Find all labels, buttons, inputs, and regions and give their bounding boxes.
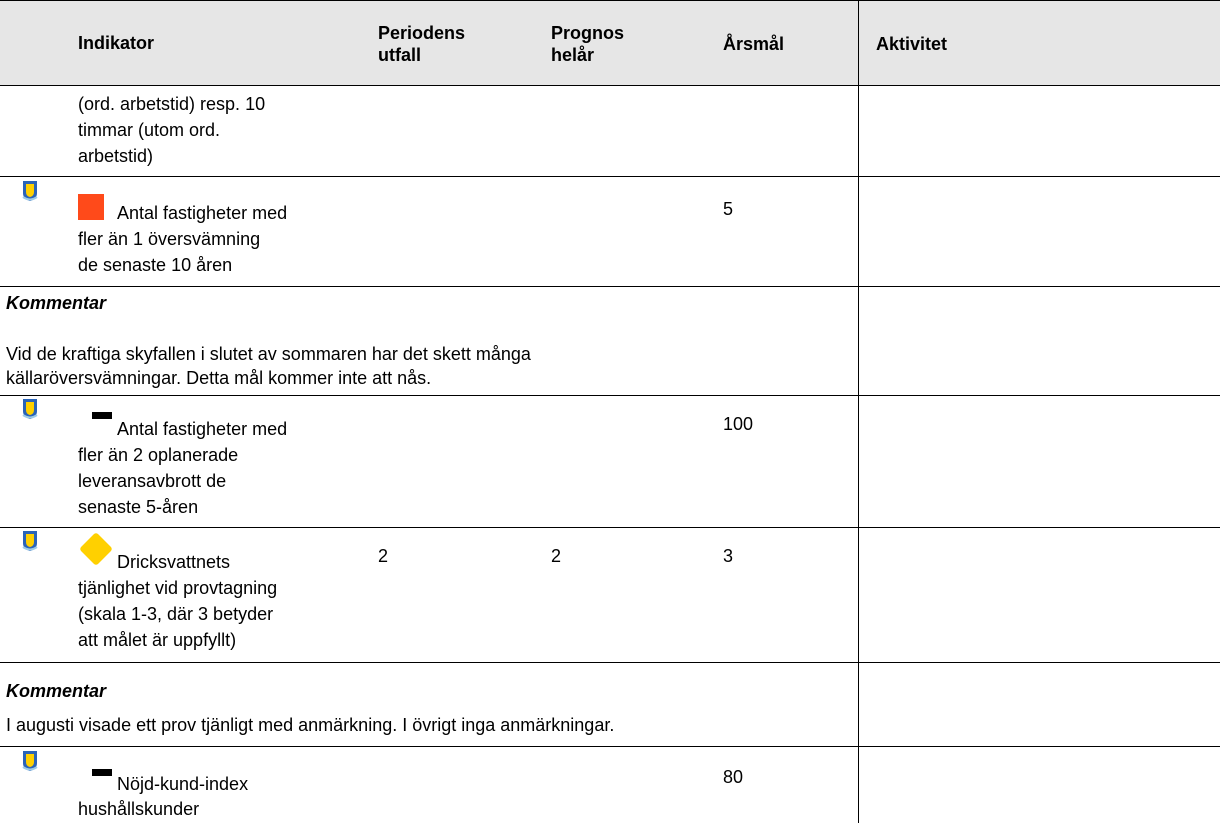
row-divider [0,395,1220,396]
row2-arsmal: 100 [723,414,754,434]
status-red-square-icon [78,194,104,220]
row3-arsmal: 3 [723,546,734,566]
row2-line1: Antal fastigheter med [117,419,288,439]
row3-line3: (skala 1-3, där 3 betyder [78,604,274,624]
comment1-title: Kommentar [6,293,107,313]
aktivitet-column-border [858,0,859,823]
row-divider [0,286,1220,287]
header-indikator: Indikator [78,33,155,53]
header-arsmal: Årsmål [723,34,785,54]
header-aktivitet: Aktivitet [876,34,948,54]
row-divider [0,527,1220,528]
row1-line1: Antal fastigheter med [117,203,288,223]
status-dash-icon [92,769,112,776]
row2-line4: senaste 5-åren [78,497,199,517]
row1-line2: fler än 1 översvämning [78,229,261,249]
row4-line2: hushållskunder [78,799,200,819]
row3-line4: att målet är uppfyllt) [78,630,237,650]
comment1-line2: källaröversvämningar. Detta mål kommer inte att nås. [6,368,432,388]
row1-line3: de senaste 10 åren [78,255,233,275]
header-helar: helår [551,45,595,65]
comment1-line1: Vid de kraftiga skyfallen i slutet av sommaren har det skett många [6,344,531,364]
row4-arsmal: 80 [723,767,744,787]
row3-line2: tjänlighet vid provtagning [78,578,278,598]
row4-line1: Nöjd-kund-index [117,774,249,794]
row3-line1: Dricksvattnets [117,552,231,572]
row2-line2: fler än 2 oplanerade [78,445,239,465]
municipal-crest-icon [22,180,38,202]
table-header [0,0,1220,86]
municipal-crest-icon [22,530,38,552]
row0-line1: (ord. arbetstid) resp. 10 [78,94,266,114]
row-divider [0,176,1220,177]
row2-line3: leveransavbrott de [78,471,227,491]
comment2-title: Kommentar [6,681,107,701]
header-utfall: utfall [378,45,421,65]
status-yellow-diamond-icon [79,532,113,566]
row1-arsmal: 5 [723,199,734,219]
status-dash-icon [92,412,112,419]
municipal-crest-icon [22,750,38,772]
header-prognos: Prognos [551,23,625,43]
row-divider [0,746,1220,747]
comment2-line1: I augusti visade ett prov tjänligt med anmärkning. I övrigt inga anmärkningar. [6,715,615,735]
row3-prognos: 2 [551,546,562,566]
header-periodens: Periodens [378,23,466,43]
municipal-crest-icon [22,398,38,420]
row3-utfall: 2 [378,546,389,566]
row0-line2: timmar (utom ord. [78,120,221,140]
row0-line3: arbetstid) [78,146,154,166]
row-divider [0,662,1220,663]
